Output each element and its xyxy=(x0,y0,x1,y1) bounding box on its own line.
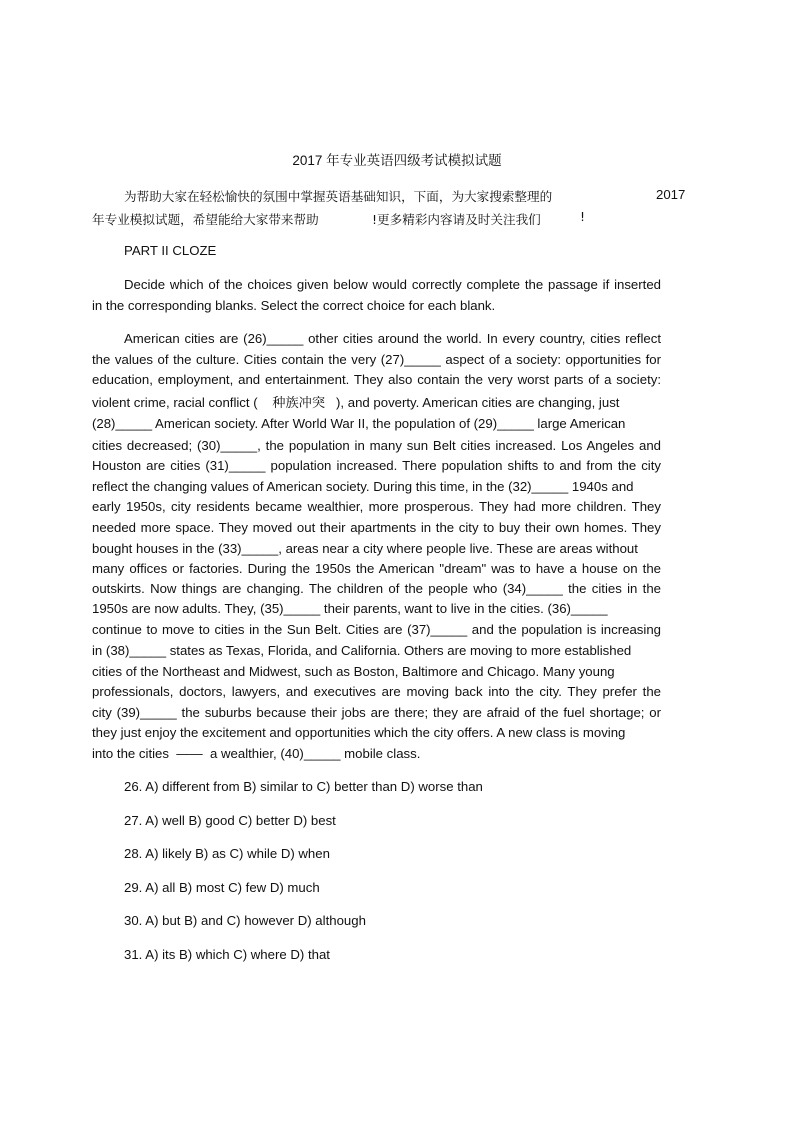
passage-line: continue to move to cities in the Sun Belt. Cities are (37)_____ and the population is increasing xyxy=(92,622,661,637)
passage-line: city (39)_____ the suburbs because their jobs are there; they are afraid of the fuel shortage; or xyxy=(92,705,661,720)
passage-line: Houston are cities (31)_____ population increased. There population shifts to and from the city xyxy=(92,458,661,473)
passage-line: cities of the Northeast and Midwest, such as Boston, Baltimore and Chicago. Many young xyxy=(92,664,615,679)
passage-line: outskirts. Now things are changing. The children of the people who (34)_____ the cities in the xyxy=(92,581,661,596)
passage-line: in (38)_____ states as Texas, Florida, and California. Others are moving to more established xyxy=(92,643,632,658)
question-item: 31. A) its B) which C) where D) that xyxy=(124,947,330,962)
passage-line: reflect the changing values of American society. During this time, in the (32)_____ 1940s and xyxy=(92,479,634,494)
intro-line-2-more: !更多精彩内容请及时关注我们 xyxy=(372,212,541,227)
directions-line: Decide which of the choices given below would correctly complete the passage if inserted xyxy=(124,277,661,292)
question-item: 29. A) all B) most C) few D) much xyxy=(124,880,320,895)
intro-line-2-end: ! xyxy=(580,209,586,224)
passage-line: they just enjoy the excitement and opportunities which the city offers. A new class is moving xyxy=(92,725,626,740)
passage-line: education, employment, and entertainment. They also contain the very worst parts of a society: xyxy=(92,372,661,387)
intro-line-1: 为帮助大家在轻松愉快的氛围中掌握英语基础知识，下面，为大家搜索整理的 xyxy=(124,189,553,204)
passage-line: violent crime, racial conflict ( 种族冲突 ), and poverty. American cities are changing, just xyxy=(92,395,620,410)
passage-line: bought houses in the (33)_____, areas near a city where people live. These are areas without xyxy=(92,541,638,556)
directions-line: in the corresponding blanks. Select the correct choice for each blank. xyxy=(92,298,496,313)
passage-line: cities decreased; (30)_____, the population in many sun Belt cities increased. Los Angeles and xyxy=(92,438,661,453)
passage-line: 1950s are now adults. They, (35)_____ their parents, want to live in the cities. (36)_____ xyxy=(92,601,608,616)
passage-line: the values of the culture. Cities contain the very (27)_____ aspect of a society: opportunities for xyxy=(92,352,661,367)
passage-line: early 1950s, city residents became wealthier, more prosperous. They had more children. They xyxy=(92,499,661,514)
intro-line-2: 年专业模拟试题，希望能给大家带来帮助 xyxy=(92,212,319,227)
question-item: 26. A) different from B) similar to C) better than D) worse than xyxy=(124,779,483,794)
part-heading: PART II CLOZE xyxy=(124,243,217,258)
passage-line: many offices or factories. During the 1950s the American "dream" was to have a house on the xyxy=(92,561,661,576)
passage-line: American cities are (26)_____ other cities around the world. In every country, cities reflect xyxy=(124,331,661,346)
question-item: 27. A) well B) good C) better D) best xyxy=(124,813,336,828)
page-title: 2017 年专业英语四级考试模拟试题 xyxy=(292,153,502,168)
passage-line: into the cities —— a wealthier, (40)_____ mobile class. xyxy=(92,746,421,761)
passage-line: (28)_____ American society. After World War II, the population of (29)_____ large American xyxy=(92,416,626,431)
passage-line: needed more space. They moved out their apartments in the city to buy their own homes. They xyxy=(92,520,661,535)
question-item: 30. A) but B) and C) however D) although xyxy=(124,913,366,928)
intro-year: 2017 xyxy=(656,187,686,202)
passage-line: professionals, doctors, lawyers, and executives are moving back into the city. They prefer the xyxy=(92,684,661,699)
question-item: 28. A) likely B) as C) while D) when xyxy=(124,846,330,861)
